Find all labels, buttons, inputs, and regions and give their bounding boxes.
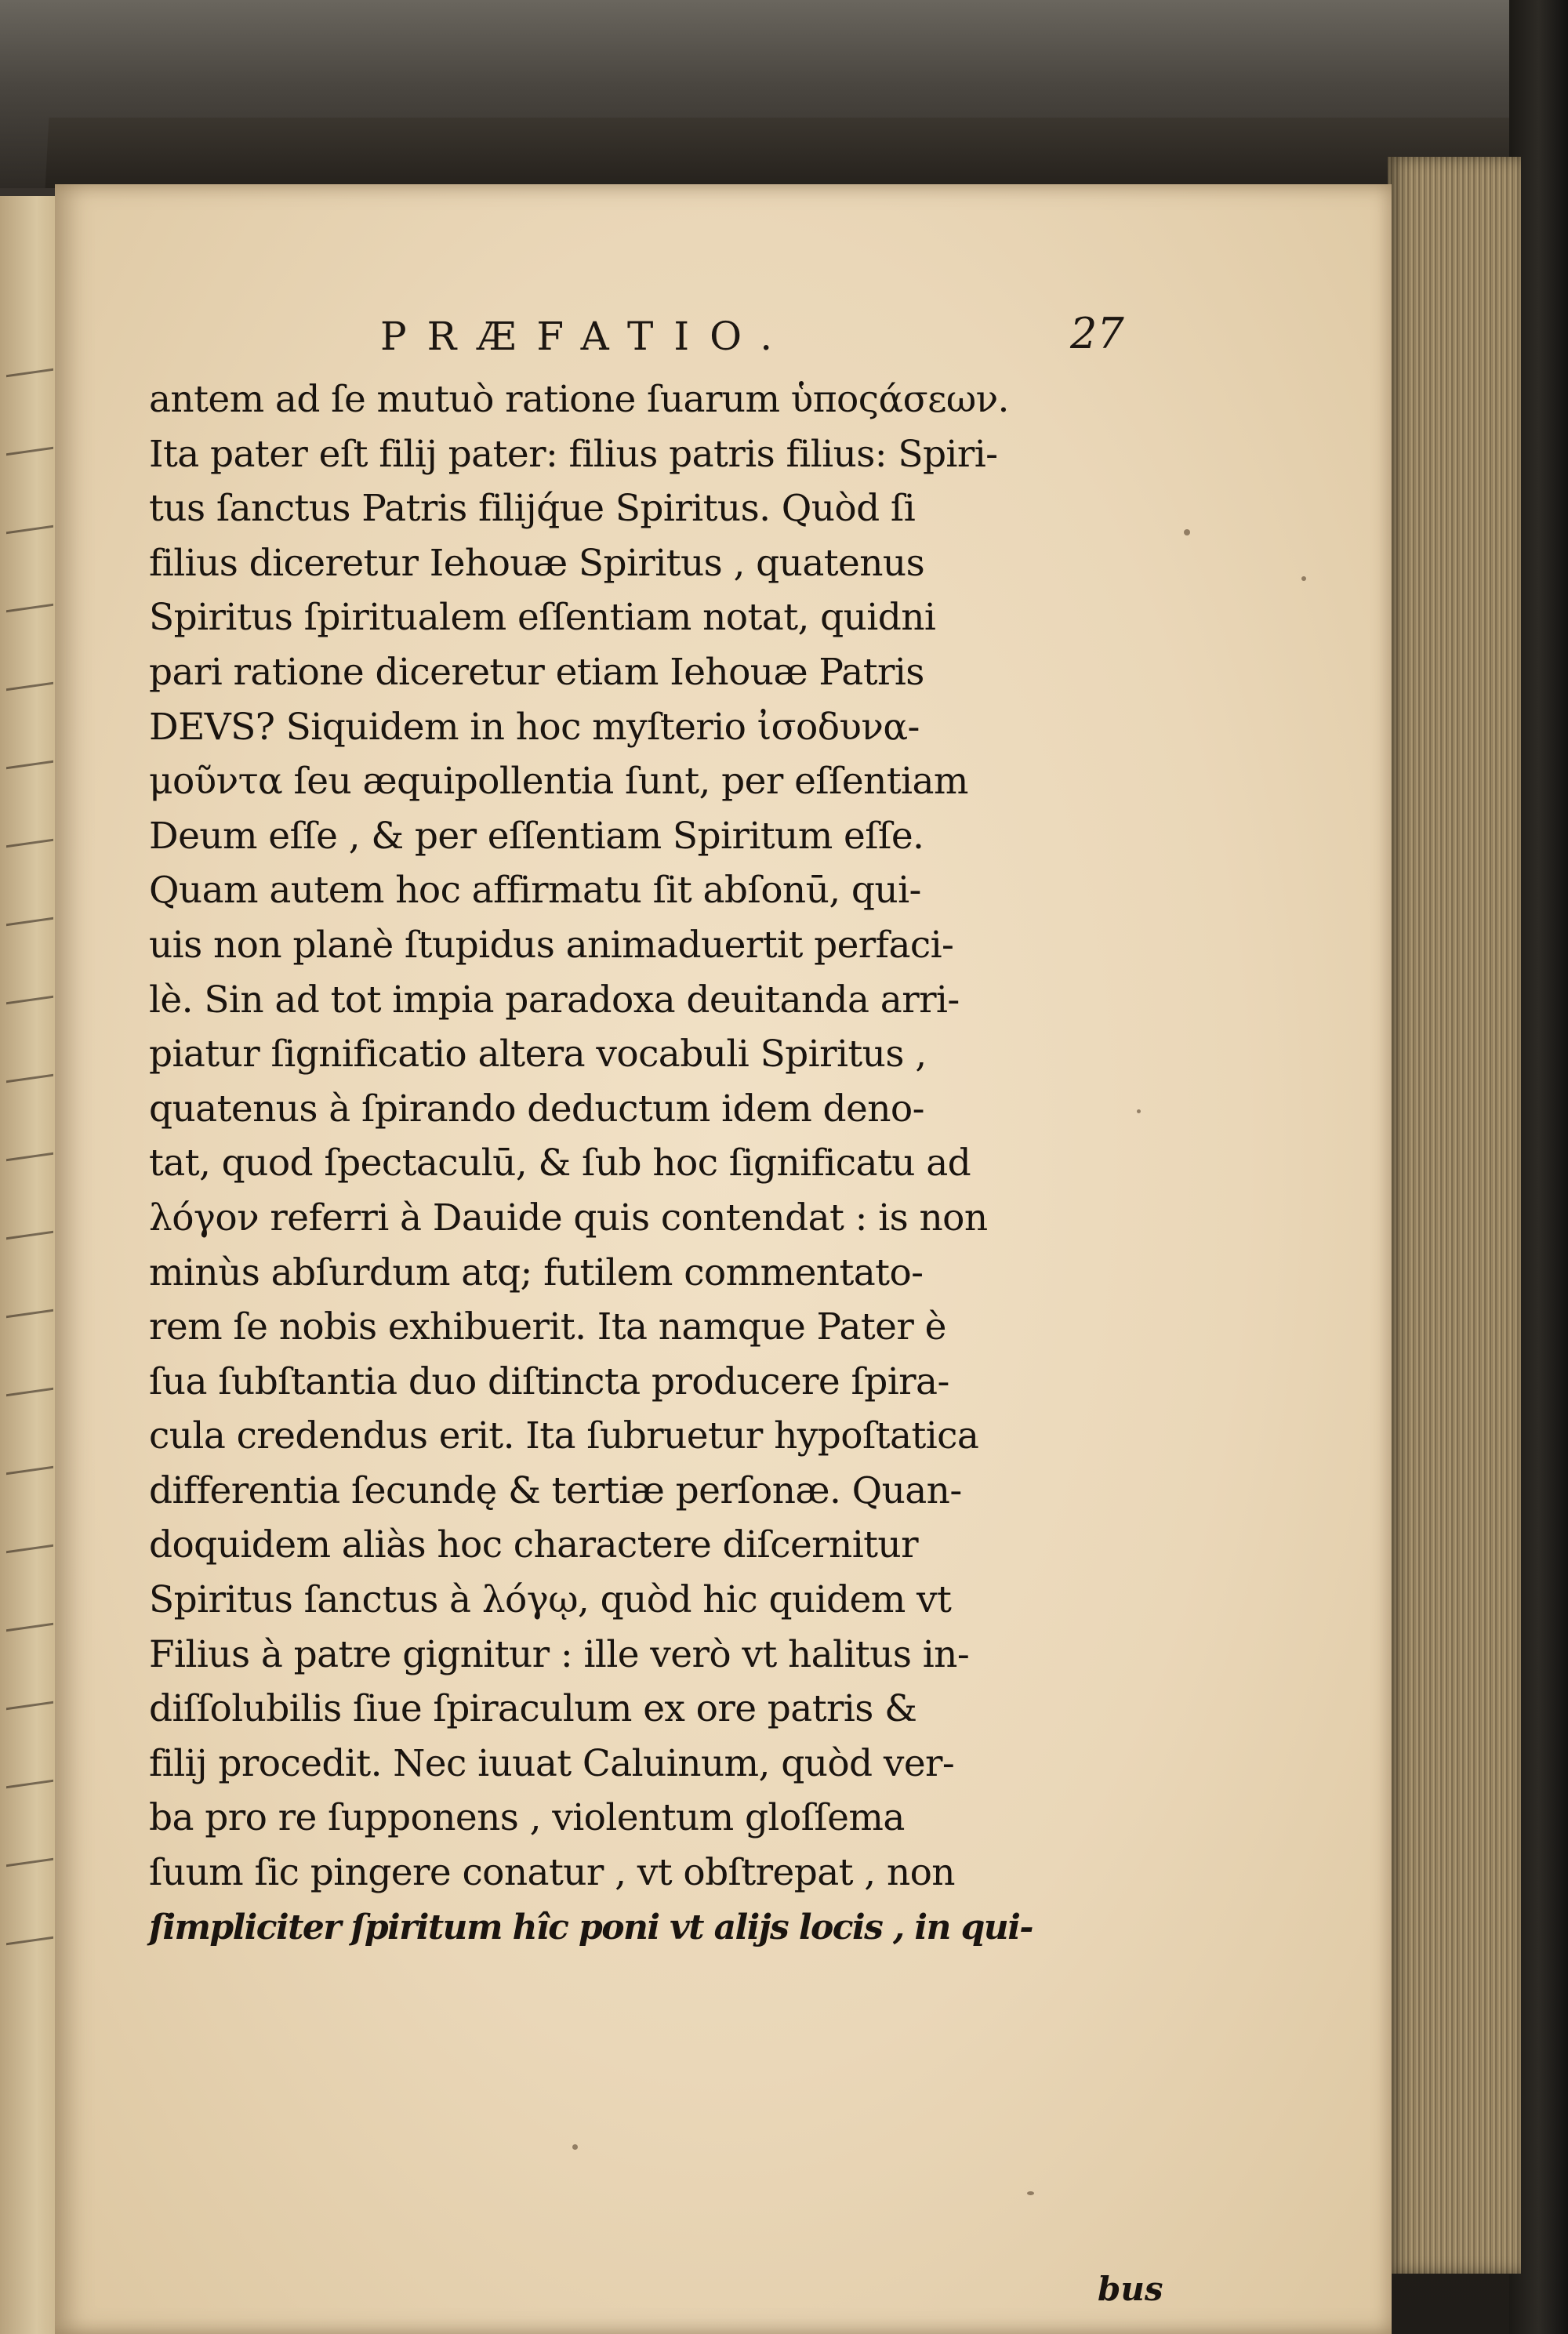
facing-page-text-fragment: [6, 428, 53, 456]
paper-speck: [1137, 1109, 1141, 1113]
text-line: cula credendus erit. Ita ſubruetur hypoſtatica: [149, 1414, 979, 1458]
running-head: [380, 309, 1164, 368]
text-line: Filius à patre gignitur : ille verò vt halitus in-: [149, 1632, 970, 1676]
paper-speck: [572, 2144, 578, 2150]
facing-page-text-fragment: [6, 1369, 53, 1396]
paper-speck: [1027, 2191, 1034, 2195]
text-line: differentia ſecundę & tertiæ perſonæ. Quan-: [149, 1468, 962, 1512]
text-line: doquidem aliàs hoc charactere diſcernitur: [149, 1523, 918, 1567]
text-line: antem ad ſe mutuò ratione ſuarum ὑποςάσεων.: [149, 378, 1009, 421]
text-line: μοῦντα ſeu æquipollentia ſunt, per eſſentiam: [149, 760, 968, 804]
facing-page-text-fragment: [6, 898, 53, 926]
facing-page-text-fragment: [6, 977, 53, 1004]
facing-page-text-fragment: [6, 1134, 53, 1161]
facing-page-text-fragment: [6, 820, 53, 848]
text-line: pari ratione diceretur etiam Iehouæ Patris: [149, 650, 924, 694]
text-line: uis non planè ſtupidus animaduertit perfaci-: [149, 923, 954, 967]
text-line: ſua ſubſtantia duo diſtincta producere ſpira-: [149, 1359, 949, 1403]
facing-page-text-fragment: [6, 1839, 53, 1867]
facing-page-text-fragment: [6, 1526, 53, 1553]
facing-page-text-fragment: [6, 1447, 53, 1475]
text-line: tus ſanctus Patris filijq́ue Spiritus. Quòd ſi: [149, 487, 916, 531]
text-line: Deum eſſe , & per eſſentiam Spiritum eſſe.: [149, 814, 924, 858]
text-line-italic: ſimpliciter ſpiritum hîc poni vt alijs locis , in qui-: [149, 1907, 1033, 1947]
book-page: [55, 184, 1392, 2334]
facing-page-text-fragment: [6, 506, 53, 534]
text-line: λόγον referri à Dauide quis contendat : is non: [149, 1196, 988, 1240]
facing-page-text-fragment: [6, 1055, 53, 1083]
facing-page-text-fragment: [6, 1212, 53, 1240]
catchword: bus: [1098, 2270, 1163, 2308]
text-line: lè. Sin ad tot impia paradoxa deuitanda arri-: [149, 978, 960, 1022]
text-line: diſſolubilis ſiue ſpiraculum ex ore patris &: [149, 1687, 917, 1731]
text-line: Quam autem hoc affirmatu ſit abſonū, qui-: [149, 869, 921, 913]
text-line: filij procedit. Nec iuuat Caluinum, quòd ver-: [149, 1741, 955, 1785]
text-line: minùs abſurdum atq; futilem commentato-: [149, 1250, 924, 1294]
text-line: rem ſe nobis exhibuerit. Ita namque Pater è: [149, 1305, 946, 1349]
text-line: filius diceretur Iehouæ Spiritus , quatenus: [149, 541, 925, 585]
text-line: Spiritus ſanctus à λόγῳ, quòd hic quidem vt: [149, 1578, 952, 1622]
body-text: [149, 372, 1168, 1955]
running-head-title: PRÆFATIO.: [380, 314, 793, 359]
facing-page-text-fragment: [6, 1682, 53, 1710]
facing-page-left: [0, 196, 61, 2334]
text-line: piatur ſignificatio altera vocabuli Spiritus ,: [149, 1033, 927, 1076]
text-line: ſuum ſic pingere conatur , vt obſtrepat , non: [149, 1851, 955, 1895]
text-line: tat, quod ſpectaculū, & ſub hoc ſignificatu ad: [149, 1142, 971, 1185]
binding-edge: [45, 118, 1523, 188]
facing-page-text-fragment: [6, 1290, 53, 1318]
facing-page-text-fragment: [6, 663, 53, 691]
text-line: quatenus à ſpirando deductum idem deno-: [149, 1087, 924, 1131]
paper-speck: [1184, 529, 1190, 535]
facing-page-text-fragment: [6, 1604, 53, 1632]
page-number: 27: [1070, 309, 1124, 358]
text-line: ba pro re ſupponens , violentum gloſſema: [149, 1796, 905, 1840]
facing-page-text-fragment: [6, 742, 53, 769]
paper-speck: [1301, 576, 1306, 581]
facing-page-text-fragment: [6, 1761, 53, 1788]
facing-page-text-fragment: [6, 1918, 53, 1945]
text-line: Spiritus ſpiritualem eſſentiam notat, quidni: [149, 596, 936, 640]
page-edges: [1388, 157, 1521, 2274]
facing-page-text-fragment: [6, 350, 53, 377]
text-line: Ita pater eſt filij pater: filius patris filius: Spiri-: [149, 432, 998, 476]
text-line: DEVS? Siquidem in hoc myſterio ἰσοδυνα-: [149, 705, 920, 749]
facing-page-text-fragment: [6, 585, 53, 612]
